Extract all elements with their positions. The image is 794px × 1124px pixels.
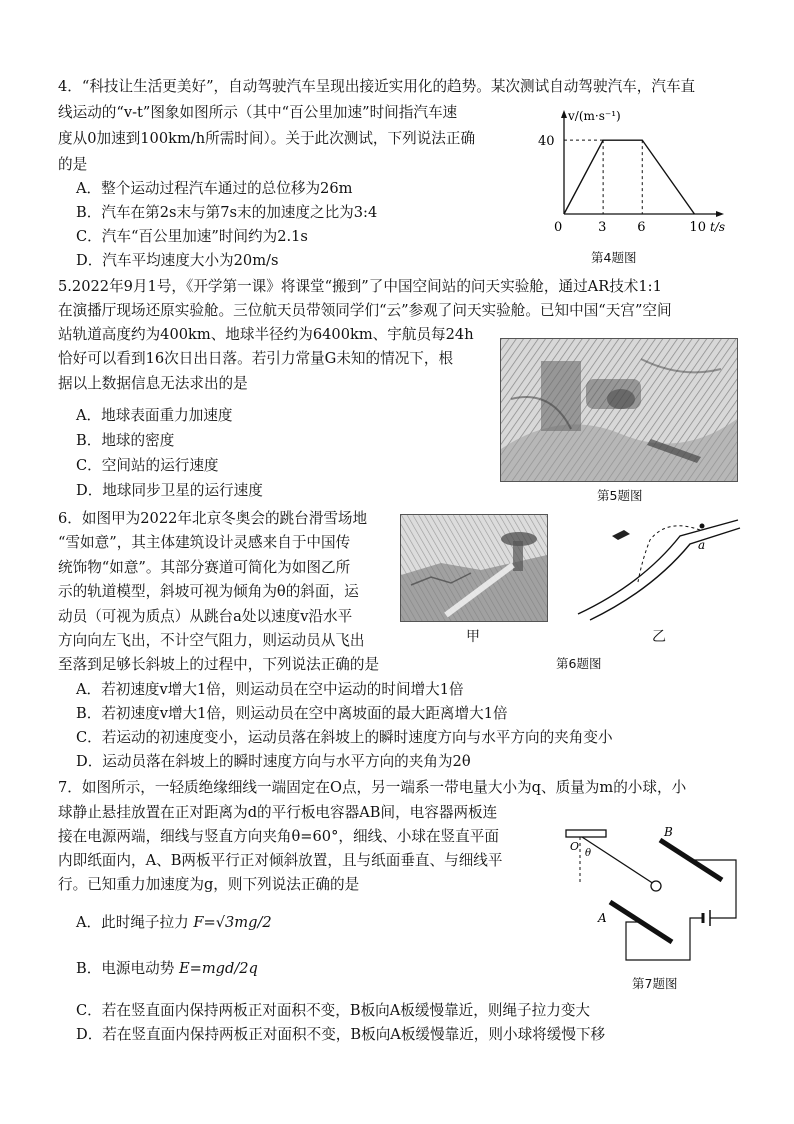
q4-line-1: 4．“科技让生活更美好”，自动驾驶汽车呈现出接近实用化的趋势。某次测试自动驾驶汽车，汽车直 [58, 78, 696, 95]
plate-a-label: A [598, 911, 607, 925]
q4-option-d: D．汽车平均速度大小为20m/s [76, 252, 279, 269]
q4-line-2: 线运动的“v-t”图象如图所示（其中“百公里加速”时间指汽车速 [58, 104, 458, 121]
q5-option-b: B．地球的密度 [76, 432, 175, 449]
q5-option-a: A．地球表面重力加速度 [76, 407, 233, 424]
q6-option-c: C．若运动的初速度变小，运动员落在斜坡上的瞬时速度方向与水平方向的夹角变小 [76, 729, 613, 746]
q7-line-2: 球静止悬挂放置在正对距离为d的平行板电容器AB间，电容器两板连 [58, 804, 498, 821]
q4-option-b: B．汽车在第2s末与第7s末的加速度之比为3:4 [76, 204, 378, 221]
q7-line-1: 7．如图所示，一轻质绝缘细线一端固定在O点，另一端系一带电量大小为q、质量为m的小球，小 [58, 779, 687, 796]
x-tick-label: 10 [689, 220, 706, 235]
q6-line-3: 统饰物“如意”。其部分赛道可简化为如图乙所 [58, 559, 351, 576]
y-tick-label: 40 [538, 134, 555, 150]
vt-graph [528, 108, 728, 240]
q7-option-b [76, 958, 258, 980]
q7-option-a [76, 912, 272, 934]
q5-line-1: 5.2022年9月1号，《开学第一课》将课堂“搬到”了中国空间站的问天实验舱，通过AR技术1:1 [58, 278, 662, 295]
q7-option-a-text: A．此时绳子拉力 [76, 914, 189, 931]
x-axis-label: t/s [710, 220, 726, 234]
q6-line-2: “雪如意”，其主体建筑设计灵感来自于中国传 [58, 534, 351, 551]
capacitor-diagram [560, 822, 740, 970]
q7-line-5: 行。已知重力加速度为g，则下列说法正确的是 [58, 876, 360, 893]
q5-option-d: D．地球同步卫星的运行速度 [76, 482, 263, 499]
q4-option-c: C．汽车“百公里加速”时间约为2.1s [76, 228, 308, 245]
q6-line-7: 至落到足够长斜坡上的过程中，下列说法正确的是 [58, 656, 380, 673]
q6-line-5: 动员（可视为质点）从跳台a处以速度v沿水平 [58, 608, 353, 625]
q6-figure-caption: 第6题图 [556, 656, 602, 671]
q6-option-d: D．运动员落在斜坡上的瞬时速度方向与水平方向的夹角为2θ [76, 753, 471, 770]
space-station-photo [500, 338, 738, 482]
q7-option-d: D．若在竖直面内保持两板正对面积不变，B板向A板缓慢靠近，则小球将缓慢下移 [76, 1026, 606, 1043]
ski-track-diagram [572, 512, 742, 624]
q5-line-4: 恰好可以看到16次日出日落。若引力常量G未知的情况下，根 [58, 350, 454, 367]
y-axis-label: v/(m·s⁻¹) [568, 109, 621, 123]
q5-line-5: 据以上数据信息无法求出的是 [58, 375, 248, 392]
x-tick-label: 6 [637, 220, 646, 235]
ski-jump-photo [400, 514, 548, 622]
y-axis-arrow [561, 110, 567, 118]
q6-line-6: 方向向左飞出，不计空气阻力，则运动员从飞出 [58, 632, 365, 649]
x-tick-label: 0 [554, 220, 563, 235]
x-tick-label: 3 [598, 220, 607, 235]
q5-option-c: C．空间站的运行速度 [76, 457, 219, 474]
q5-line-2: 在演播厅现场还原实验舱。三位航天员带领同学们“云”参观了问天实验舱。已知中国“天宫”空间 [58, 302, 672, 319]
q7-figure-caption: 第7题图 [632, 976, 678, 991]
q7-option-b-formula: E=mgd/2q [178, 960, 258, 977]
q6-label-jia: 甲 [466, 629, 480, 645]
q5-figure-caption: 第5题图 [597, 488, 643, 503]
q7-option-b-text: B．电源电动势 [76, 960, 175, 977]
q7-option-a-formula: F=√3mg/2 [193, 914, 272, 931]
q4-line-4: 的是 [58, 156, 88, 173]
q6-label-yi: 乙 [652, 629, 666, 645]
q5-line-3: 站轨道高度约为400km、地球半径约为6400km、宇航员每24h [58, 326, 474, 343]
q6-line-1: 6．如图甲为2022年北京冬奥会的跳台滑雪场地 [58, 510, 368, 527]
q6-option-a: A．若初速度v增大1倍，则运动员在空中运动的时间增大1倍 [76, 681, 464, 698]
plate-b-label: B [664, 825, 673, 839]
velocity-series-line [564, 140, 694, 214]
point-o-label: O [570, 840, 580, 853]
point-a-label: a [698, 538, 706, 552]
q4-line-3: 度从0加速到100km/h所需时间）。关于此次测试，下列说法正确 [58, 130, 476, 147]
q7-line-4: 内即纸面内，A、B两板平行正对倾斜放置，且与纸面垂直、与细线平 [58, 852, 503, 869]
q7-option-c: C．若在竖直面内保持两板正对面积不变，B板向A板缓慢靠近，则绳子拉力变大 [76, 1002, 591, 1019]
x-axis-arrow [716, 211, 724, 217]
q4-option-a: A．整个运动过程汽车通过的总位移为26m [76, 180, 353, 197]
q6-option-b: B．若初速度v增大1倍，则运动员在空中离坡面的最大距离增大1倍 [76, 705, 508, 722]
q6-line-4: 示的轨道模型，斜坡可视为倾角为θ的斜面，运 [58, 583, 359, 600]
theta-label: θ [585, 848, 592, 859]
q4-figure-caption: 第4题图 [591, 250, 637, 265]
q7-line-3: 接在电源两端，细线与竖直方向夹角θ=60°，细线、小球在竖直平面 [58, 828, 499, 845]
